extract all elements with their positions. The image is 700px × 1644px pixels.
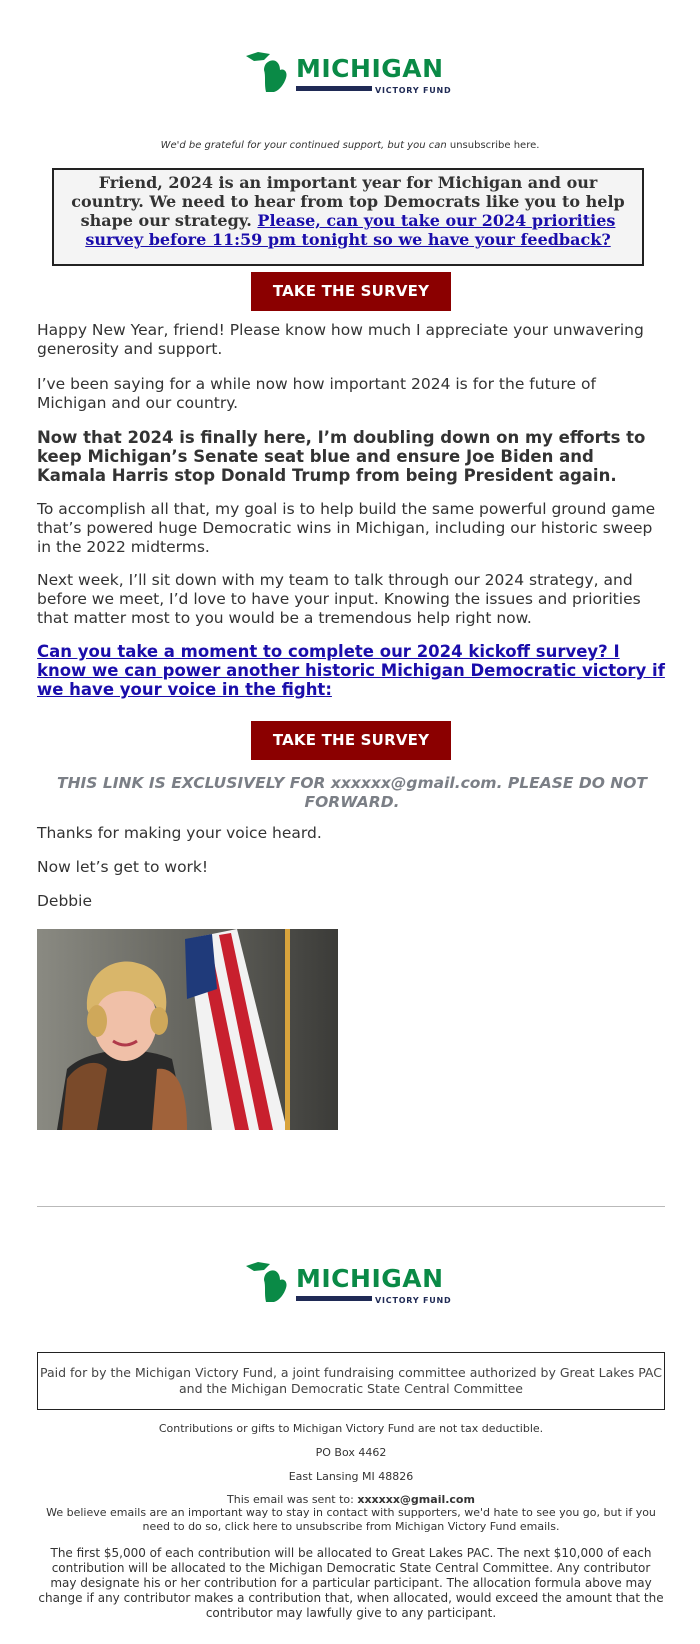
body-paragraph-5: Next week, I’ll sit down with my team to talk through our 2024 strategy, and before we meet, I’d love to have your input. Knowing the issues and priorities that matter most to you would be a tremendous help right now. [37,571,641,627]
preheader [0,140,700,151]
body-paragraph-1: Happy New Year, friend! Please know how much I appreciate your unwavering generosity and support. [37,321,644,358]
sent-to-label: This email was sent to: [227,1493,354,1506]
unsubscribe-link[interactable]: unsubscribe here. [449,140,540,151]
michigan-victory-fund-logo-footer [244,1260,454,1308]
not-tax-deductible: Contributions or gifts to Michigan Victory Fund are not tax deductible. [158,1422,544,1435]
thanks-line: Thanks for making your voice heard. [37,824,322,842]
po-box: PO Box 4462 [315,1446,387,1459]
michigan-state-icon [244,1260,294,1306]
preheader-text: We'd be grateful for your continued support, but you can [160,140,447,151]
body-paragraph-bold: Now that 2024 is finally here, I’m doubling down on my efforts to keep Michigan’s Senate seat blue and ensure Joe Biden and Kamala Harris stop Donald Trump from being President again. [37,428,646,485]
logo-bar [296,1296,372,1301]
callout-text: Friend, 2024 is an important year for Michigan and our country. We need to hear from top Democrats like you to help shape our strategy. [71,173,625,230]
body-paragraph-2: I’ve been saying for a while now how important 2024 is for the future of Michigan and our country. [37,375,596,412]
logo-subtitle: VICTORY FUND [375,86,452,95]
unsubscribe-note[interactable]: We believe emails are an important way to stay in contact with supporters, we'd hate to see you go, but if you need to do so, click here to unsubscribe from Michigan Victory Fund emails. [46,1506,656,1533]
take-survey-button-2[interactable]: TAKE THE SURVEY [251,721,451,760]
city-address: East Lansing MI 48826 [288,1470,414,1483]
michigan-victory-fund-logo [244,50,454,98]
paid-for-disclaimer: Paid for by the Michigan Victory Fund, a joint fundraising committee authorized by Great Lakes PAC and the Michigan Democratic State Central Committee [37,1352,665,1410]
divider [37,1206,665,1207]
survey-callout-box [52,168,644,266]
logo-wordmark: MICHIGAN [296,1264,444,1293]
work-line: Now let’s get to work! [37,858,209,876]
sent-to-line [37,1493,665,1507]
debbie-photo [37,929,338,1130]
allocation-disclaimer: The first $5,000 of each contribution will be allocated to Great Lakes PAC. The next $10,000 of each contribution will be allocated to the Michigan Democratic State Central Committee. Any contributor may designate his or her contribution for a particular participant. The allocation formula above may change if any contributor makes a contribution that, when allocated, would exceed the amount that the contributor may lawfully give to any participant. [38,1546,664,1620]
kickoff-survey-link[interactable]: Can you take a moment to complete our 2024 kickoff survey? I know we can power another historic Michigan Democratic victory if we have your voice in the fight: [37,642,665,699]
logo-subtitle: VICTORY FUND [375,1296,452,1305]
logo-wordmark: MICHIGAN [296,54,444,83]
logo-bar [296,86,372,91]
exclusive-notice: THIS LINK IS EXCLUSIVELY FOR xxxxxx@gmail.com. PLEASE DO NOT FORWARD. [57,774,647,811]
sent-to-email: xxxxxx@gmail.com [357,1493,475,1506]
body-paragraph-4: To accomplish all that, my goal is to help build the same powerful ground game that’s powered huge Democratic wins in Michigan, including our historic sweep in the 2022 midterms. [37,500,656,556]
signature: Debbie [37,892,92,910]
michigan-state-icon [244,50,294,96]
callout-survey-link[interactable]: Please, can you take our 2024 priorities survey before 11:59 pm tonight so we have your feedback? [85,211,616,249]
take-survey-button[interactable]: TAKE THE SURVEY [251,272,451,311]
